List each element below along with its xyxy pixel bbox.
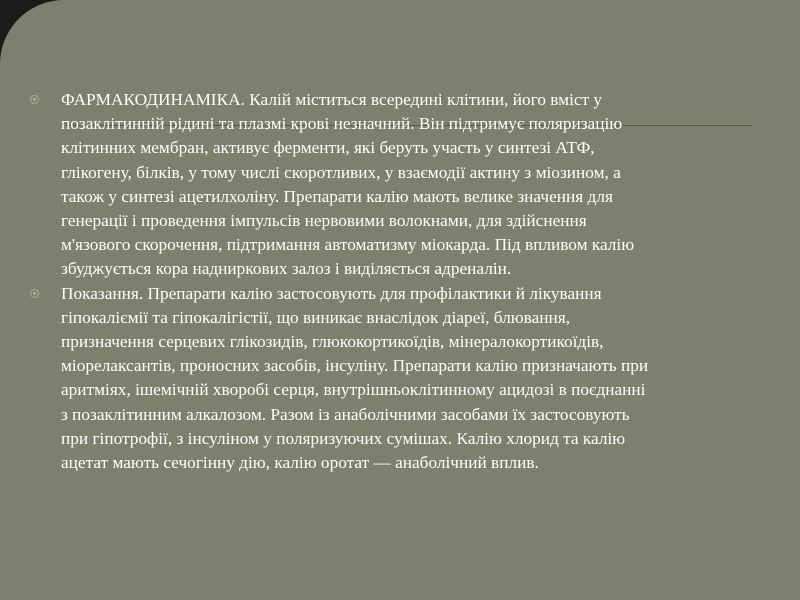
bullet-item-indications <box>30 282 655 476</box>
circle-bullet-icon <box>30 95 39 104</box>
bullet-item-pharmacodynamics <box>30 88 655 282</box>
bullet-list <box>30 88 655 475</box>
bullet-text: ФАРМАКОДИНАМІКА. Калій міститься всередині клітини, його вміст у позаклітинній рідині та плазмі крові незначний. Він підтримує поляризацію клітинних мембран, активує ферменти, які беруть участь у синтезі АТФ, глікогену, білків, у тому числі скоротливих, у взаємодії актину з міозином, а також у синтезі ацетилхоліну. Препарати калію мають велике значення для генерації і проведення імпульсів нервовими волокнами, для здійснення м'язового скорочення, підтримання автоматизму міокарда. Під впливом калію збуджується кора надниркових залоз і виділяється адреналін. <box>61 90 635 279</box>
bullet-text: Показання. Препарати калію застосовують для профілактики й лікування гіпокаліємії та гіпокалігістії, що виникає внаслідок діареї, блювання, призначення серцевих глікозидів, глюкокортикоїдів, мінералокортикоїдів, міорелаксантів, проносних засобів, інсуліну. Препарати калію призначають при аритміях, ішемічній хворобі серця, внутрішньоклітинному ацидозі в поєднанні з позаклітинним алкалозом. Разом із анаболічними засобами їх застосовують при гіпотрофії, з інсуліном у поляризуючих сумішах. Калію хлорид та калію ацетат мають сечогінну дію, калію оротат — анаболічний вплив. <box>61 283 649 473</box>
circle-bullet-icon <box>30 289 39 298</box>
